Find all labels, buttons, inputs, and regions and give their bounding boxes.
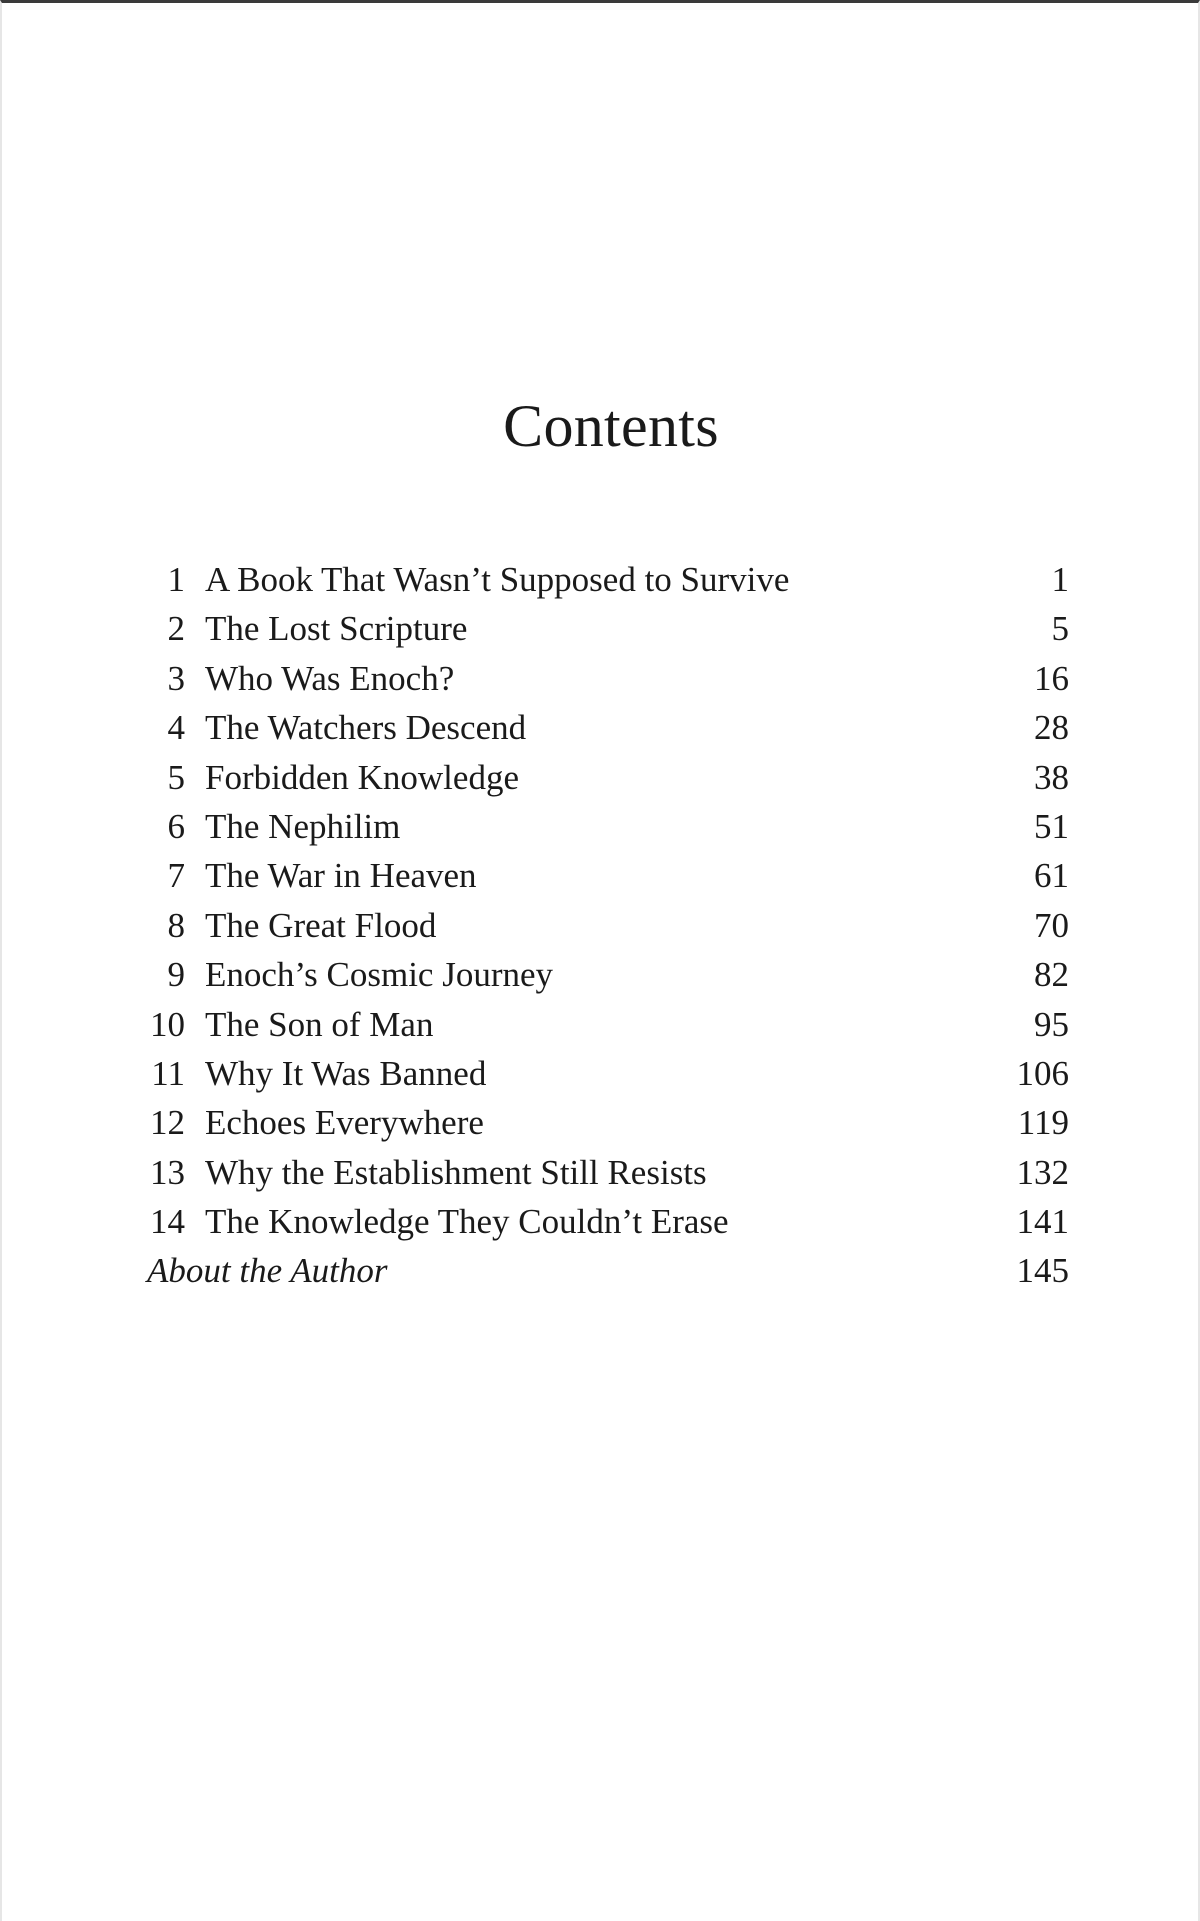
toc-entry-page: 5 <box>1051 609 1069 649</box>
toc-entry[interactable] <box>147 851 1069 900</box>
toc-entry[interactable] <box>147 604 1069 653</box>
toc-entry[interactable] <box>147 555 1069 604</box>
toc-entry-title: The Knowledge They Couldn’t Erase <box>205 1202 729 1242</box>
toc-entry-title: Why It Was Banned <box>205 1053 487 1093</box>
toc-entry[interactable] <box>147 1148 1069 1197</box>
toc-entry-title: Forbidden Knowledge <box>205 757 519 797</box>
toc-entry[interactable] <box>147 802 1069 851</box>
toc-entry-page: 38 <box>1034 757 1069 797</box>
toc-entry-number: 5 <box>167 757 185 797</box>
toc-entry-title: The Nephilim <box>205 806 401 846</box>
toc-entry[interactable] <box>147 901 1069 950</box>
toc-entry-page: 141 <box>1016 1202 1069 1242</box>
toc-entry-page: 51 <box>1034 806 1069 846</box>
toc-entry[interactable] <box>147 950 1069 999</box>
toc-entry-number: 9 <box>167 955 185 995</box>
toc-entry-number: 11 <box>151 1053 185 1093</box>
toc-entry-title: The Lost Scripture <box>205 609 468 649</box>
toc-entry-number: 7 <box>167 856 185 896</box>
toc-entry-number: 2 <box>167 609 185 649</box>
toc-entry-title: Why the Establishment Still Resists <box>205 1152 707 1192</box>
toc-entry-number: 6 <box>167 806 185 846</box>
toc-entry-page: 28 <box>1034 708 1069 748</box>
table-of-contents <box>147 555 1069 1296</box>
toc-entry[interactable] <box>147 1049 1069 1098</box>
toc-entry-page: 119 <box>1017 1103 1069 1143</box>
toc-entry-title: Echoes Everywhere <box>205 1103 484 1143</box>
toc-entry-about-author[interactable] <box>147 1246 1069 1295</box>
toc-entry-page: 16 <box>1034 658 1069 698</box>
toc-entry-page: 106 <box>1016 1053 1069 1093</box>
toc-entry-number: 14 <box>150 1202 185 1242</box>
toc-entry-number: 3 <box>167 658 185 698</box>
toc-entry-page: 95 <box>1034 1004 1069 1044</box>
toc-entry-number: 1 <box>167 560 185 599</box>
toc-entry-page: 70 <box>1034 905 1069 945</box>
toc-entry[interactable] <box>147 654 1069 703</box>
toc-entry-page: 82 <box>1034 955 1069 995</box>
toc-entry[interactable] <box>147 703 1069 752</box>
toc-entry-title: The Great Flood <box>205 905 437 945</box>
toc-entry-page: 1 <box>1051 560 1069 599</box>
toc-entry[interactable] <box>147 753 1069 802</box>
toc-entry-title: Who Was Enoch? <box>205 658 455 698</box>
toc-entry-page: 61 <box>1034 856 1069 896</box>
toc-entry[interactable] <box>147 1000 1069 1049</box>
toc-entry[interactable] <box>147 1098 1069 1147</box>
toc-entry-title: Enoch’s Cosmic Journey <box>205 955 554 995</box>
toc-entry-number: 4 <box>167 708 185 748</box>
toc-entry-number: 8 <box>167 905 185 945</box>
toc-entry-page: 132 <box>1016 1152 1069 1192</box>
toc-entry-number: 13 <box>150 1152 185 1192</box>
toc-entry-title: A Book That Wasn’t Supposed to Survive <box>205 560 790 599</box>
toc-entry-title: The Son of Man <box>205 1004 434 1044</box>
toc-entry-page: 145 <box>1016 1251 1069 1291</box>
toc-entry-number: 10 <box>150 1004 185 1044</box>
toc-entry-title: The War in Heaven <box>205 856 477 896</box>
page-title: Contents <box>503 393 719 459</box>
toc-entry-number: 12 <box>150 1103 185 1143</box>
toc-entry-title: About the Author <box>147 1251 388 1291</box>
toc-entry-title: The Watchers Descend <box>205 708 527 748</box>
toc-entry[interactable] <box>147 1197 1069 1246</box>
